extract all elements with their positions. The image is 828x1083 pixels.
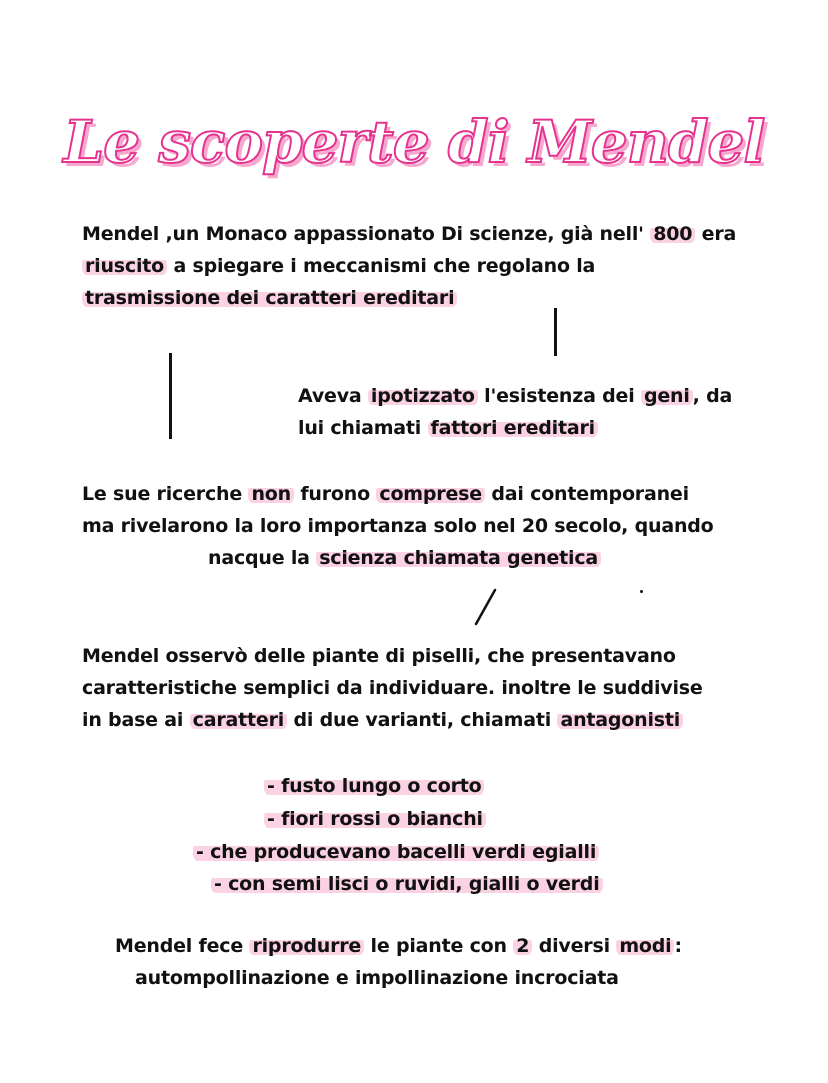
text: nacque la <box>208 547 317 569</box>
text: le piante con <box>364 935 514 957</box>
paragraph-research <box>82 478 714 574</box>
text: diversi <box>532 935 617 957</box>
text: Mendel fece <box>115 935 250 957</box>
list-item: - che producevano bacelli verdi egialli <box>193 836 599 868</box>
text: dai contemporanei <box>484 483 689 505</box>
highlight-text: riuscito <box>82 255 167 277</box>
text: era <box>695 223 737 245</box>
highlight-text: fattori ereditari <box>428 417 598 439</box>
connector-line <box>470 588 500 628</box>
highlight-text: caratteri <box>190 709 287 731</box>
highlight-text: scienza chiamata genetica <box>316 547 601 569</box>
page-title: Le scoperte di Mendel <box>63 108 765 176</box>
highlight-text: trasmissione dei caratteri ereditari <box>82 287 457 309</box>
text-line: ma rivelarono la loro importanza solo nel 20 secolo, quando <box>82 515 714 537</box>
list-item: - fiori rossi o bianchi <box>264 803 486 835</box>
text-line: autompollinazione e impollinazione incrociata <box>135 967 619 989</box>
highlight-text: 2 <box>513 935 532 957</box>
connector-line <box>554 308 557 356</box>
highlight-text: geni <box>641 385 693 407</box>
text: in base ai <box>82 709 190 731</box>
text-line <box>115 930 682 962</box>
paragraph-peas <box>82 640 703 736</box>
highlight-text: ipotizzato <box>368 385 478 407</box>
text-line <box>82 218 736 250</box>
text-line <box>298 380 732 412</box>
highlight-text: antagonisti <box>557 709 683 731</box>
text: lui chiamati <box>298 417 428 439</box>
text-line <box>82 478 714 510</box>
text-line: Mendel osservò delle piante di piselli, che presentavano <box>82 645 676 667</box>
text: l'esistenza dei <box>477 385 641 407</box>
text: di due varianti, chiamati <box>287 709 558 731</box>
text: furono <box>293 483 377 505</box>
text: Aveva <box>298 385 368 407</box>
list-item: - fusto lungo o corto <box>264 770 484 802</box>
text-line <box>82 250 736 282</box>
connector-line <box>169 353 172 439</box>
highlight-text: non <box>248 483 294 505</box>
text: , da <box>692 385 733 407</box>
highlight-text: 800 <box>650 223 695 245</box>
text: : <box>674 935 682 957</box>
paragraph-reproduction <box>115 930 682 994</box>
dot-mark <box>640 590 643 593</box>
text-line <box>82 704 703 736</box>
text: Le sue ricerche <box>82 483 249 505</box>
highlight-text: riprodurre <box>249 935 364 957</box>
text: a spiegare i meccanismi che regolano la <box>167 255 596 277</box>
highlight-text: comprese <box>376 483 485 505</box>
list-item: - con semi lisci o ruvidi, gialli o verdi <box>211 868 603 900</box>
text-line <box>82 282 736 314</box>
paragraph-intro <box>82 218 736 314</box>
text-line <box>298 412 732 444</box>
text-line: caratteristiche semplici da individuare. inoltre le suddivise <box>82 677 703 699</box>
paragraph-genes <box>298 380 732 444</box>
text: Mendel ,un Monaco appassionato Di scienze, già nell' <box>82 223 651 245</box>
text-line <box>82 542 714 574</box>
highlight-text: modi <box>616 935 674 957</box>
